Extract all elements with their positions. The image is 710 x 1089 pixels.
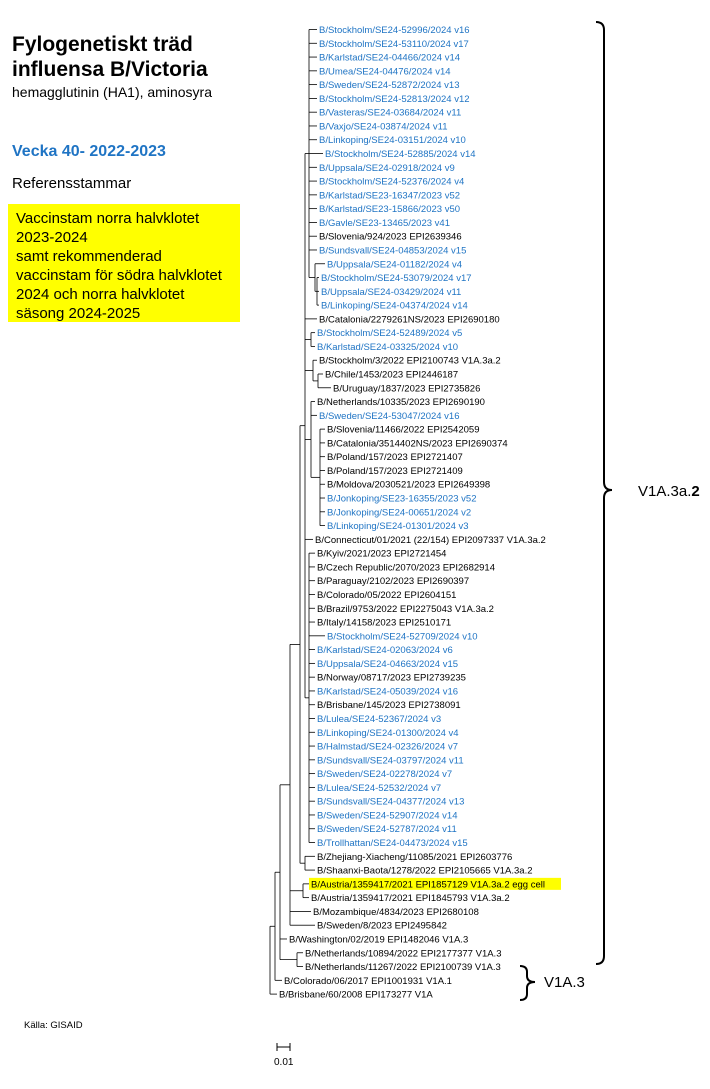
scale-bar-label: 0.01 xyxy=(274,1057,294,1068)
tree-leaf-label: B/Paraguay/2102/2023 EPI2690397 xyxy=(317,576,470,588)
tree-leaf-label: B/Stockholm/SE24-53079/2024 v17 xyxy=(321,273,472,285)
tree-leaf-label: B/Netherlands/11267/2022 EPI2100739 V1A.3 xyxy=(305,962,501,974)
tree-leaf-label: B/Zhejiang-Xiacheng/11085/2021 EPI2603776 xyxy=(317,851,513,863)
title-line-2: influensa B/Victoria xyxy=(12,58,208,81)
tree-leaf-label: B/Linkoping/SE24-03151/2024 v10 xyxy=(319,135,466,147)
tree-leaf-label: B/Stockholm/SE24-52376/2024 v4 xyxy=(319,176,465,188)
clade-brackets xyxy=(520,22,700,1000)
tree-leaf-label: B/Karlstad/SE24-04466/2024 v14 xyxy=(319,52,461,64)
tree-leaf-label: B/Uppsala/SE24-02918/2024 v9 xyxy=(319,162,455,174)
tree-leaf-label: B/Brisbane/60/2008 EPI173277 V1A xyxy=(279,989,433,1001)
tree-leaf-label: B/Mozambique/4834/2023 EPI2680108 xyxy=(313,906,479,918)
tree-leaf-label: B/Stockholm/SE24-52996/2024 v16 xyxy=(319,25,470,36)
tree-leaf-label: B/Colorado/05/2022 EPI2604151 xyxy=(317,589,457,601)
week-label: Vecka 40- 2022-2023 xyxy=(12,143,166,160)
tree-leaf-label: B/Netherlands/10894/2022 EPI2177377 V1A.3 xyxy=(305,948,502,960)
tree-leaf-label: B/Catalonia/2279261NS/2023 EPI2690180 xyxy=(319,314,500,326)
tree-leaf-label: B/Shaanxi-Baota/1278/2022 EPI2105665 V1A.3a.2 xyxy=(317,865,533,877)
tree-leaf-label: B/Colorado/06/2017 EPI1001931 V1A.1 xyxy=(284,975,452,987)
tree-leaf-label: B/Austria/1359417/2021 EPI1857129 V1A.3a.2 egg cell xyxy=(311,879,545,891)
tree-branches xyxy=(270,30,331,995)
tree-leaf-label: B/Stockholm/SE24-52709/2024 v10 xyxy=(327,631,478,643)
tree-leaf-label: B/Poland/157/2023 EPI2721409 xyxy=(327,465,463,477)
tree-leaf-label: B/Lulea/SE24-52367/2024 v3 xyxy=(317,714,442,725)
tree-leaf-label: B/Uppsala/SE24-01182/2024 v4 xyxy=(327,259,463,271)
tree-leaf-label: B/Sweden/SE24-52787/2024 v11 xyxy=(317,824,457,836)
tree-leaf-label: B/Norway/08717/2023 EPI2739235 xyxy=(317,672,466,684)
vaccine-note-line: Vaccinstam norra halvklotet xyxy=(16,210,200,227)
tree-leaf-label: B/Chile/1453/2023 EPI2446187 xyxy=(325,369,459,381)
tree-leaf-label: B/Linkoping/SE24-04374/2024 v14 xyxy=(321,300,468,312)
tree-leaf-label: B/Connecticut/01/2021 (22/154) EPI2097337 V1A.3a.2 xyxy=(315,534,546,546)
tree-leaf-label: B/Slovenia/924/2023 EPI2639346 xyxy=(319,231,462,243)
tree-leaf-label: B/Karlstad/SE23-16347/2023 v52 xyxy=(319,190,461,202)
vaccine-note-line: vaccinstam för södra halvklotet xyxy=(16,267,222,284)
tree-leaf-label: B/Slovenia/11466/2022 EPI2542059 xyxy=(327,424,480,436)
tree-leaf-label: B/Vasteras/SE24-03684/2024 v11 xyxy=(319,107,462,119)
clade-label-v1a3a2: V1A.3a.2 xyxy=(638,483,700,500)
tree-leaf-label: B/Uppsala/SE24-04663/2024 v15 xyxy=(317,658,459,670)
tree-leaf-label: B/Gavle/SE23-13465/2023 v41 xyxy=(319,217,450,229)
clade-bracket-v1a3 xyxy=(520,966,535,1000)
tree-leaf-label: B/Sweden/SE24-02278/2024 v7 xyxy=(317,769,453,781)
subtitle: hemagglutinin (HA1), aminosyra xyxy=(12,84,212,100)
tree-leaf-label: B/Netherlands/10335/2023 EPI2690190 xyxy=(317,397,485,409)
source-note: Källa: GISAID xyxy=(24,1020,83,1031)
tree-leaf-label: B/Austria/1359417/2021 EPI1845793 V1A.3a.2 xyxy=(311,893,510,905)
tree-leaf-label: B/Halmstad/SE24-02326/2024 v7 xyxy=(317,741,459,753)
vaccine-note-line: säsong 2024-2025 xyxy=(16,305,141,322)
tree-leaf-label: B/Uppsala/SE24-03429/2024 v11 xyxy=(321,286,462,298)
vaccine-note-line: 2024 och norra halvklotet xyxy=(16,286,185,303)
tree-leaf-label: B/Uruguay/1837/2023 EPI2735826 xyxy=(333,383,481,395)
tree-leaf-label: B/Sweden/SE24-52907/2024 v14 xyxy=(317,810,458,822)
tree-leaf-label: B/Stockholm/SE24-52813/2024 v12 xyxy=(319,93,470,105)
tree-leaf-label: B/Karlstad/SE24-02063/2024 v6 xyxy=(317,645,453,657)
tree-leaves xyxy=(279,25,546,1001)
tree-leaf-label: B/Italy/14158/2023 EPI2510171 xyxy=(317,617,452,629)
tree-leaf-label: B/Stockholm/SE24-52489/2024 v5 xyxy=(317,328,463,340)
tree-leaf-label: B/Stockholm/SE24-53110/2024 v17 xyxy=(319,38,469,50)
tree-leaf-label: B/Jonkoping/SE24-00651/2024 v2 xyxy=(327,507,472,519)
tree-leaf-label: B/Sweden/SE24-53047/2024 v16 xyxy=(319,410,460,422)
tree-leaf-label: B/Washington/02/2019 EPI1482046 V1A.3 xyxy=(289,934,469,946)
tree-leaf-label: B/Kyiv/2021/2023 EPI2721454 xyxy=(317,548,447,560)
tree-leaf-label: B/Moldova/2030521/2023 EPI2649398 xyxy=(327,479,491,491)
tree-leaf-label: B/Sweden/8/2023 EPI2495842 xyxy=(317,920,447,932)
tree-leaf-label: B/Stockholm/SE24-52885/2024 v14 xyxy=(325,149,476,161)
tree-leaf-label: B/Karlstad/SE24-03325/2024 v10 xyxy=(317,341,459,353)
tree-leaf-label: B/Sundsvall/SE24-04377/2024 v13 xyxy=(317,796,465,808)
tree-leaf-label: B/Karlstad/SE24-05039/2024 v16 xyxy=(317,686,459,698)
tree-leaf-label: B/Catalonia/3514402NS/2023 EPI2690374 xyxy=(327,438,508,450)
tree-leaf-label: B/Stockholm/3/2022 EPI2100743 V1A.3a.2 xyxy=(319,355,501,367)
reference-strains-label: Referensstammar xyxy=(12,175,132,192)
tree-leaf-label: B/Lulea/SE24-52532/2024 v7 xyxy=(317,782,442,794)
tree-leaf-label: B/Sundsvall/SE24-04853/2024 v15 xyxy=(319,245,467,257)
tree-leaf-label: B/Vaxjo/SE24-03874/2024 v11 xyxy=(319,121,448,133)
tree-leaf-label: B/Brisbane/145/2023 EPI2738091 xyxy=(317,700,461,712)
tree-leaf-label: B/Sweden/SE24-52872/2024 v13 xyxy=(319,80,460,92)
tree-leaf-label: B/Karlstad/SE23-15866/2023 v50 xyxy=(319,204,461,216)
clade-label-v1a3: V1A.3 xyxy=(544,974,585,991)
scale-bar xyxy=(277,1043,290,1051)
tree-leaf-label: B/Czech Republic/2070/2023 EPI2682914 xyxy=(317,562,495,574)
vaccine-note-line: samt rekommenderad xyxy=(16,248,162,265)
tree-leaf-label: B/Brazil/9753/2022 EPI2275043 V1A.3a.2 xyxy=(317,603,494,615)
tree-leaf-label: B/Sundsvall/SE24-03797/2024 v11 xyxy=(317,755,464,767)
vaccine-note-line: 2023-2024 xyxy=(16,229,88,246)
clade-bracket-v1a3a2 xyxy=(596,22,612,964)
tree-leaf-label: B/Linkoping/SE24-01300/2024 v4 xyxy=(317,727,459,739)
tree-leaf-label: B/Linkoping/SE24-01301/2024 v3 xyxy=(327,521,469,533)
tree-leaf-label: B/Jonkoping/SE23-16355/2023 v52 xyxy=(327,493,477,505)
title-line-1: Fylogenetiskt träd xyxy=(12,33,193,56)
tree-leaf-label: B/Umea/SE24-04476/2024 v14 xyxy=(319,66,451,78)
tree-leaf-label: B/Trollhattan/SE24-04473/2024 v15 xyxy=(317,838,468,850)
tree-leaf-label: B/Poland/157/2023 EPI2721407 xyxy=(327,452,463,464)
